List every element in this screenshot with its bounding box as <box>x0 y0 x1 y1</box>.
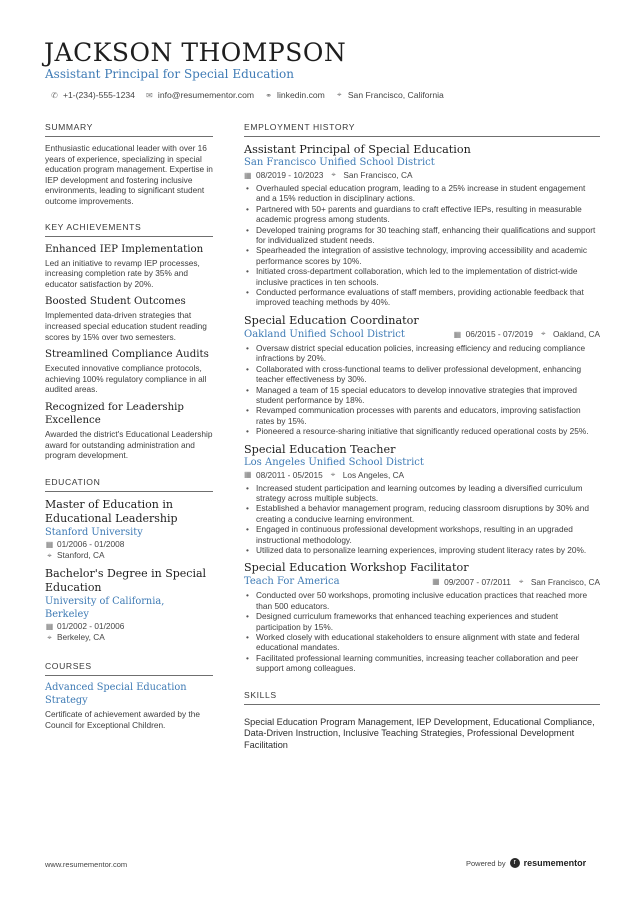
achievement-text: Led an initiative to revamp IEP processes, increasing completion rate by 35% and educator satisfaction by 20%. <box>45 257 200 289</box>
education-item <box>45 498 213 562</box>
employment-heading: EMPLOYMENT HISTORY <box>244 122 600 137</box>
job-dates <box>454 329 533 339</box>
calendar-icon: ▦ <box>45 540 54 550</box>
skills-heading: SKILLS <box>244 690 600 705</box>
job-bullet: • Overhauled special education program, leading to a 25% increase in student engagement and a 15% reduction in disciplinary actions. <box>244 183 600 204</box>
company-name: Teach For America <box>244 576 340 588</box>
job-bullet: • Facilitated professional learning communities, increasing teacher collaboration and peer support among colleagues. <box>244 653 600 674</box>
job-bullet: • Pioneered a resource-sharing initiative that significantly reduced operational costs by 25%. <box>244 426 600 436</box>
achievement-title: Streamlined Compliance Audits <box>45 349 209 361</box>
course-name: Advanced Special Education Strategy <box>45 682 187 706</box>
education-dates <box>45 539 213 550</box>
job-dates <box>244 170 323 180</box>
candidate-role: Assistant Principal for Special Education <box>45 67 294 81</box>
location-text: San Francisco, California <box>347 90 444 100</box>
company-name: Oakland Unified School District <box>244 328 405 340</box>
job-bullet: • Worked closely with educational stakeholders to ensure alignment with state and federal educational mandates. <box>244 632 600 653</box>
courses-section <box>45 661 213 730</box>
company-name: San Francisco Unified School District <box>244 157 435 168</box>
achievements-heading: KEY ACHIEVEMENTS <box>45 222 213 237</box>
achievement-item <box>45 348 213 395</box>
powered-by-text: Powered by <box>466 858 506 868</box>
courses-heading: COURSES <box>45 661 213 676</box>
job-location-text: San Francisco, CA <box>530 576 600 587</box>
calendar-icon: ▦ <box>244 470 252 480</box>
course-text: Certificate of achievement awarded by the Council for Exceptional Children. <box>45 709 200 730</box>
job-location <box>519 577 600 587</box>
footer-powered-by[interactable] <box>466 858 586 868</box>
achievement-text: Executed innovative compliance protocols, achieving 100% regulatory compliance in all audited areas. <box>45 363 207 395</box>
summary-section <box>45 122 213 207</box>
summary-heading: SUMMARY <box>45 122 213 137</box>
calendar-icon: ▦ <box>244 170 252 180</box>
calendar-icon: ▦ <box>453 329 462 339</box>
email-text[interactable]: info@resumementor.com <box>157 90 255 100</box>
job-item <box>244 443 600 556</box>
phone-text: +1-(234)-555-1234 <box>63 90 135 100</box>
job-meta <box>432 577 600 587</box>
achievement-text: Implemented data-driven strategies that increased special education student reading scores by 15% over two semesters. <box>45 310 207 342</box>
job-bullet: • Utilized data to personalize learning experiences, improving student literacy rates by 20%. <box>244 545 600 555</box>
brand-name: resumementor <box>523 858 587 868</box>
job-meta <box>454 329 600 339</box>
job-item <box>244 143 600 308</box>
job-bullet: • Collaborated with cross-functional teams to deliver professional development, enhancing teacher effectiveness by 30%. <box>244 364 600 385</box>
location-pin-icon: ⌖ <box>330 469 336 479</box>
job-item <box>244 561 600 673</box>
achievement-item <box>45 295 213 342</box>
job-bullet: • Conducted over 50 workshops, promoting inclusive education practices that reached more than 500 educators. <box>244 590 600 611</box>
job-dates <box>244 470 323 480</box>
job-bullet: • Increased student participation and learning outcomes by leading a diversified curriculum strategy across multiple subjects. <box>244 483 600 504</box>
location-pin-icon: ⌖ <box>540 329 546 339</box>
job-bullets <box>244 183 600 308</box>
education-dates-text: 01/2006 - 01/2008 <box>57 539 125 550</box>
education-section <box>45 477 213 644</box>
achievement-item <box>45 401 213 461</box>
job-meta <box>244 170 600 180</box>
degree-title: Master of Education in Educational Leadership <box>45 497 178 525</box>
degree-title: Bachelor's Degree in Special Education <box>45 567 207 595</box>
job-item <box>244 314 600 437</box>
job-bullet: • Conducted performance evaluations of staff members, providing actionable feedback that improved teaching methods by 40%. <box>244 287 600 308</box>
job-bullet: • Engaged in continuous professional development workshops, resulting in an upgraded instructional methodology. <box>244 524 600 545</box>
education-location-text: Berkeley, CA <box>57 632 105 643</box>
job-location <box>541 329 600 339</box>
job-header-row <box>244 329 600 340</box>
education-item <box>45 567 213 643</box>
email-icon: ✉ <box>146 90 153 100</box>
achievement-title: Recognized for Leadership Excellence <box>45 401 184 426</box>
company-name: Los Angeles Unified School District <box>244 456 424 468</box>
job-title: Special Education Coordinator <box>244 313 419 327</box>
achievement-text: Awarded the district's Educational Leadership award for outstanding administration and program development. <box>45 428 213 461</box>
location-pin-icon: ⌖ <box>337 90 342 99</box>
job-bullets <box>244 590 600 673</box>
achievement-title: Boosted Student Outcomes <box>45 296 186 308</box>
job-dates-text: 08/2011 - 05/2015 <box>256 469 323 480</box>
phone-icon: ✆ <box>51 90 58 100</box>
footer-website[interactable]: www.resumementor.com <box>45 860 128 869</box>
job-location-text: San Francisco, CA <box>343 170 413 180</box>
education-dates-text: 01/2002 - 01/2006 <box>57 621 125 632</box>
job-bullets <box>244 483 600 556</box>
school-name: Stanford University <box>45 526 143 538</box>
job-bullet: • Partnered with 50+ parents and guardians to craft effective IEPs, resulting in measurable academic progress among students. <box>244 204 600 225</box>
location-pin-icon: ⌖ <box>518 576 524 586</box>
job-dates-text: 06/2015 - 07/2019 <box>465 329 533 340</box>
job-location <box>331 470 404 480</box>
job-header-row <box>244 576 600 587</box>
job-location <box>331 170 412 180</box>
education-dates <box>45 621 213 632</box>
calendar-icon: ▦ <box>432 577 440 587</box>
education-location <box>45 632 213 643</box>
summary-text: Enthusiastic educational leader with over 16 years of experience, specializing in special education program management. Expertise in IEP development and fostering inclusive environments, leading to significant student outcome improvements. <box>45 143 213 206</box>
job-title: Assistant Principal of Special Education <box>244 143 471 156</box>
job-bullet: • Oversaw district special education policies, increasing efficiency and reducing compliance infractions by 20%. <box>244 343 600 364</box>
job-dates <box>432 577 511 587</box>
job-title: Special Education Workshop Facilitator <box>244 561 469 575</box>
linkedin-icon: ⚭ <box>265 90 272 100</box>
contact-bar <box>50 90 444 100</box>
skills-section <box>244 690 600 752</box>
job-bullet: • Revamped communication processes with parents and educators, improving satisfaction rates by 15%. <box>244 405 600 426</box>
candidate-name: JACKSON THOMPSON <box>44 38 347 67</box>
job-bullet: • Developed training programs for 30 teaching staff, enhancing their qualifications and support for individualized student needs. <box>244 225 600 246</box>
job-location-text: Oakland, CA <box>552 329 600 340</box>
achievement-title: Enhanced IEP Implementation <box>45 243 204 255</box>
job-bullet: • Managed a team of 15 special educators to develop innovative strategies that improved student performance by 18%. <box>244 385 600 406</box>
job-bullet: • Established a behavior management program, reducing classroom disruptions by 30% and creating a conducive learning environment. <box>244 503 600 524</box>
education-location-text: Stanford, CA <box>57 550 105 561</box>
job-bullets <box>244 343 600 437</box>
achievement-item <box>45 243 213 290</box>
skills-text: Special Education Program Management, IEP Development, Educational Compliance, Data-Driven Instruction, Inclusive Teaching Strategies, Professional Development Facilitation <box>244 716 595 750</box>
calendar-icon: ▦ <box>45 622 54 632</box>
job-bullet: • Spearheaded the integration of assistive technology, improving accessibility and academic performance scores by 10%. <box>244 245 600 266</box>
education-heading: EDUCATION <box>45 477 213 492</box>
job-title: Special Education Teacher <box>244 442 396 456</box>
job-bullet: • Designed curriculum frameworks that enhanced teaching experiences and student participation by 15%. <box>244 611 600 632</box>
location-pin-icon: ⌖ <box>47 633 52 643</box>
linkedin-text[interactable]: linkedin.com <box>277 90 325 100</box>
contact-location <box>335 90 444 100</box>
contact-phone <box>50 90 135 100</box>
right-column <box>244 122 600 751</box>
job-dates-text: 09/2007 - 07/2011 <box>444 576 511 587</box>
achievements-section <box>45 222 213 461</box>
contact-linkedin[interactable] <box>264 90 325 100</box>
job-meta <box>244 470 600 480</box>
resumementor-logo-icon: r <box>510 858 520 868</box>
job-location-text: Los Angeles, CA <box>342 469 405 480</box>
school-name: University of California, Berkeley <box>45 596 165 620</box>
location-pin-icon: ⌖ <box>47 551 52 561</box>
left-column <box>45 122 213 730</box>
job-bullet: • Initiated cross-department collaboration, which led to the implementation of district-wide inclusive practices in ten schools. <box>244 266 600 287</box>
education-location <box>45 550 213 561</box>
job-dates-text: 08/2019 - 10/2023 <box>256 170 324 180</box>
contact-email[interactable] <box>145 90 254 100</box>
location-pin-icon: ⌖ <box>331 170 336 179</box>
